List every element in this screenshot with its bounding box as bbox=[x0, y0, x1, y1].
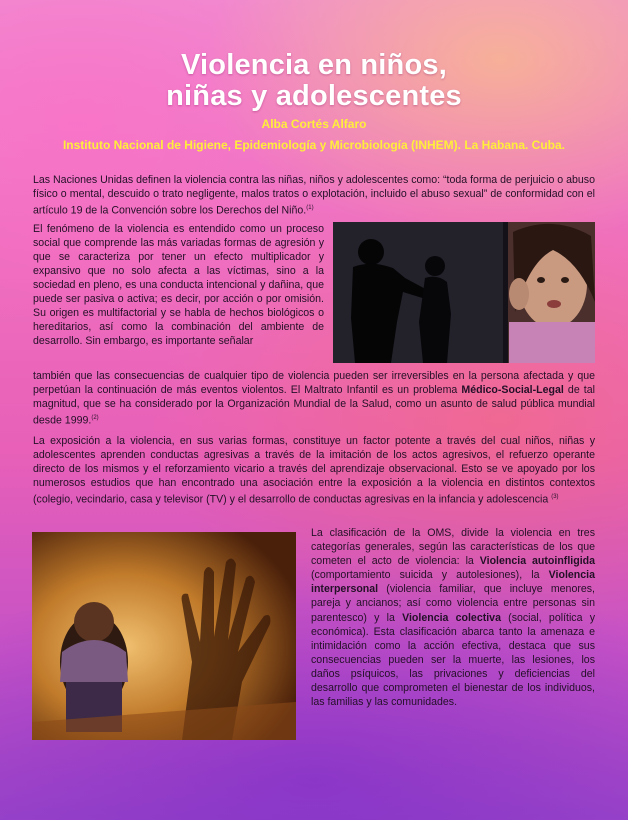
photo-crouching-child bbox=[32, 532, 296, 740]
adult-child-silhouette-icon bbox=[333, 222, 595, 363]
paragraph-4 bbox=[311, 526, 595, 709]
paragraph-2-part-1: El fenómeno de la violencia es entendido como un proceso social que comprende las más variadas formas de agresión y que se caracteriza por tener un efecto multiplicador y expansivo que no solo afecta a las víctimas, sino a la sociedad en pleno, es una conducta intencional y dañina, que puede ser pasiva o activa; es decir, por acción o por omisión. Su origen es multifactorial y se habla de hechos biológicos o hereditarios, así como la combinación del ambiente de desarrollo. Sin embargo, es importante señalar bbox=[33, 223, 324, 347]
paragraph-2-text-b: de tal magnitud, que se ha considerado por la Organización Mundial de la Salud, como un asunto de salud pública mundial desde 1999. bbox=[33, 384, 595, 427]
paragraph-3 bbox=[33, 434, 595, 507]
title-line-2: niñas y adolescentes bbox=[166, 80, 462, 112]
paragraph-3-text: La exposición a la violencia, en sus varias formas, constituye un factor potente a través del cual niños, niñas y adolescentes aprenden conductas agresivas a través de la imitación de los actos agresivos, el refuerzo operante directo de los mismos y el reforzamiento vicario a través del aprendizaje observacional. Esto se ve apoyado por los numerosos estudios que han encontrado una asociación entre la exposición a la violencia en distintos contextos (colegio, vecindario, casa y televisor (TV) y el desarrollo de conductas agresivas en la infancia y adolescencia bbox=[33, 435, 595, 506]
paragraph-4-bold-3: Violencia colectiva bbox=[402, 611, 501, 624]
title-line-1: Violencia en niños, bbox=[181, 49, 447, 81]
author-name: Alba Cortés Alfaro bbox=[261, 117, 367, 131]
paragraph-2-part-2 bbox=[33, 369, 595, 428]
reference-2: (2) bbox=[91, 415, 99, 421]
paragraph-4-text-b: (comportamiento suicida y autolesiones), la bbox=[311, 569, 549, 582]
reference-1: (1) bbox=[306, 205, 314, 211]
paragraph-2-text-a: también que las consecuencias de cualquier tipo de violencia pueden ser irreversibles en la persona afectada y que perpetúan la continuación de más eventos violentos. El Maltrato Infantil es un problema bbox=[33, 370, 595, 396]
child-hand-shadow-icon bbox=[32, 532, 296, 740]
author-institute: Instituto Nacional de Higiene, Epidemiología y Microbiología (INHEM). La Habana. Cuba. bbox=[62, 138, 566, 152]
paragraph-1-text: Las Naciones Unidas definen la violencia contra las niñas, niños y adolescentes como: “toda forma de perjuicio o abuso físico o mental, descuido o trato negligente, malos tratos o explotación, incluido el abuso sexual” de conformidad con el artículo 19 de la Convención sobre los Derechos del Niño. bbox=[33, 174, 595, 217]
paragraph-4-text-d: (social, política y económica). Esta clasificación abarca tanto la amenaza e intimidación como la acción efectiva, destaca que sus consecuencias pueden ser la muerte, las lesiones, los daños psíquicos, las privaciones y deficiencias del desarrollo que comprometen el bienestar de los individuos, las familias y las comunidades. bbox=[311, 611, 595, 709]
paragraph-4-bold-1: Violencia autoinfligida bbox=[479, 555, 595, 568]
article-title bbox=[0, 50, 628, 112]
paragraph-2-bold: Médico-Social-Legal bbox=[461, 384, 564, 396]
paragraph-4-text-a: La clasificación de la OMS, divide la violencia en tres categorías generales, según las características de los que cometen el acto de violencia: la bbox=[311, 527, 595, 568]
paragraph-1 bbox=[33, 173, 595, 218]
reference-3: (3) bbox=[551, 494, 559, 500]
paragraph-4-text-c: (violencia familiar, que incluye menores, pareja y ancianos; así como violencia entre personas sin parentesco) y la bbox=[311, 583, 595, 624]
paragraph-4-bold-2: Violencia interpersonal bbox=[311, 569, 595, 596]
photo-violence-silhouette bbox=[333, 222, 595, 363]
